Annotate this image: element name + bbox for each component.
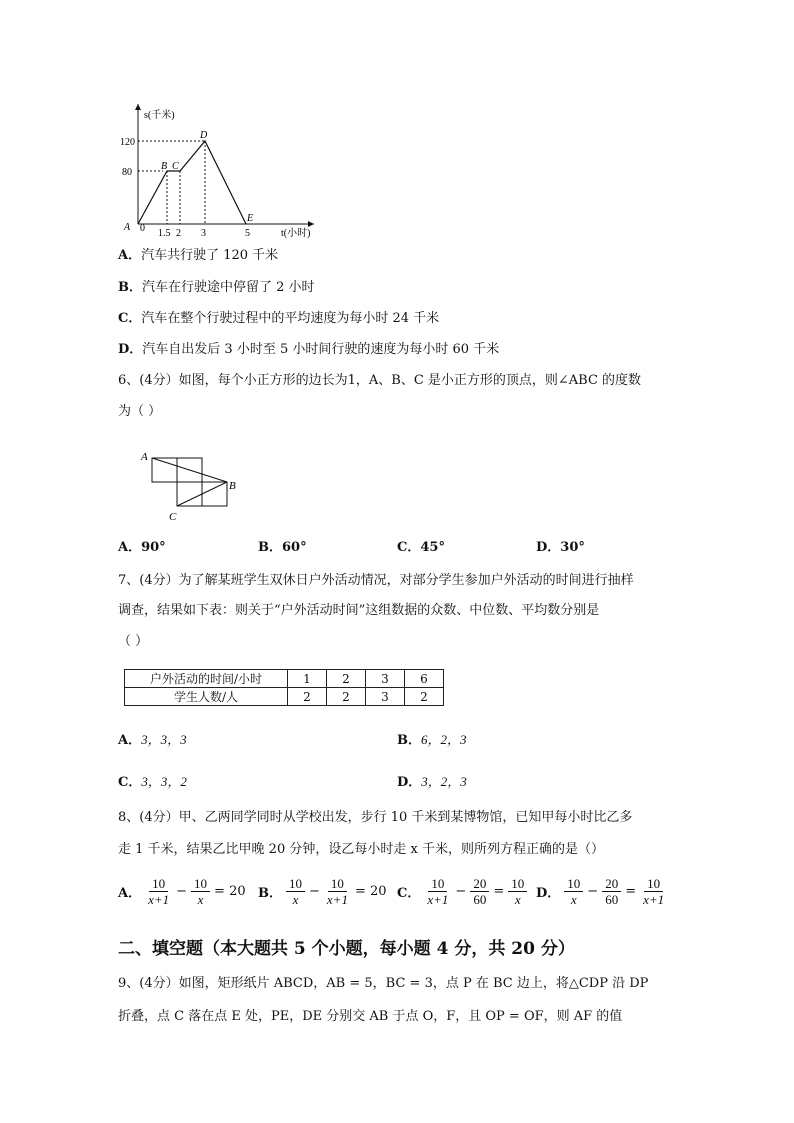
q9-stem-line1: 9、(4分）如图，矩形纸片 ABCD，AB = 5，BC = 3，点 P 在 BC 边上，将△CDP 沿 DP xyxy=(118,976,649,991)
x-tick-1-5: 1.5 xyxy=(158,228,171,239)
table-cell: 2 xyxy=(405,688,444,706)
x-tick-3: 3 xyxy=(201,228,206,239)
q7-stem-line3: （ ） xyxy=(118,634,149,649)
q8-stem-line1: 8、(4分）甲、乙两同学同时从学校出发，步行 10 千米到某博物馆，已知甲每小时比乙多 xyxy=(118,810,633,825)
denominator: x+1 xyxy=(427,892,449,907)
q5-option-a xyxy=(118,246,278,266)
option-text: 3，3，2 xyxy=(141,774,187,789)
label-c: C xyxy=(169,511,177,523)
numerator: 10 xyxy=(428,876,447,892)
option-letter: B． xyxy=(258,886,282,901)
distance-line xyxy=(138,141,246,224)
fraction xyxy=(324,876,351,907)
fraction xyxy=(602,876,621,907)
numerator: 10 xyxy=(191,876,210,892)
rhs: = 20 xyxy=(214,884,246,899)
operator: − xyxy=(309,884,320,899)
table-cell: 2 xyxy=(327,670,366,688)
fraction xyxy=(564,876,583,907)
rhs: = 20 xyxy=(354,884,387,899)
q5-option-c xyxy=(118,309,439,329)
option-text: 6，2，3 xyxy=(421,732,467,747)
option-letter: D． xyxy=(397,775,422,790)
q8-option-d xyxy=(536,876,667,907)
rhs: = xyxy=(625,884,637,899)
operator: − xyxy=(176,884,188,899)
point-d: D xyxy=(200,130,208,141)
q7-option-d xyxy=(397,772,467,793)
y-axis-label: s(千米) xyxy=(144,110,175,121)
numerator: 10 xyxy=(508,876,527,892)
x-axis-label: t(小时) xyxy=(281,228,311,239)
fraction xyxy=(424,876,451,907)
table-cell: 2 xyxy=(327,688,366,706)
table-row xyxy=(125,670,444,688)
x-tick-2: 2 xyxy=(176,228,181,239)
option-letter: A． xyxy=(118,733,142,748)
option-letter: A． xyxy=(118,248,142,263)
fraction xyxy=(286,876,305,907)
table-row xyxy=(125,688,444,706)
table-header-cell: 户外活动的时间/小时 xyxy=(125,670,288,688)
numerator: 20 xyxy=(470,876,489,892)
numerator: 10 xyxy=(286,876,305,892)
option-letter: D． xyxy=(536,540,561,555)
rhs: = xyxy=(493,884,505,899)
option-letter: C． xyxy=(118,775,142,790)
distance-time-graph xyxy=(118,98,328,243)
option-letter: B． xyxy=(258,540,282,555)
grid-figure xyxy=(138,448,248,528)
q7-option-a xyxy=(118,730,187,751)
denominator: x xyxy=(197,892,204,907)
option-text: 30° xyxy=(560,540,585,555)
segment-ab xyxy=(152,458,227,482)
denominator: x xyxy=(570,892,577,907)
q6-stem-line2: 为（ ） xyxy=(118,404,162,419)
option-text: 汽车在行驶途中停留了 2 小时 xyxy=(142,280,315,295)
q7-option-c xyxy=(118,772,187,793)
q8-option-a xyxy=(118,876,246,907)
option-letter: B． xyxy=(397,733,421,748)
fraction xyxy=(508,876,527,907)
denominator: x+1 xyxy=(148,892,170,907)
point-a: A xyxy=(124,222,131,233)
option-letter: B． xyxy=(118,280,142,295)
table-cell: 3 xyxy=(366,670,405,688)
option-letter: C． xyxy=(397,886,421,901)
numerator: 10 xyxy=(328,876,347,892)
operator: − xyxy=(587,884,599,899)
q8-stem-line2: 走 1 千米，结果乙比甲晚 20 分钟，设乙每小时走 x 千米，则所列方程正确的是（） xyxy=(118,842,604,857)
table-cell: 2 xyxy=(288,688,327,706)
q6-option-a xyxy=(118,538,166,558)
option-text: 3，2，3 xyxy=(421,774,467,789)
label-a: A xyxy=(141,451,148,463)
denominator: 60 xyxy=(473,892,487,907)
q6-option-d xyxy=(536,538,585,558)
table-cell: 6 xyxy=(405,670,444,688)
operator: − xyxy=(455,884,467,899)
q6-option-b xyxy=(258,538,307,558)
section-heading: 二、填空题（本大题共 5 个小题，每小题 4 分，共 20 分） xyxy=(118,939,575,959)
option-letter: C． xyxy=(397,540,421,555)
q8-option-b xyxy=(258,876,387,907)
fraction xyxy=(191,876,210,907)
q5-option-b xyxy=(118,278,315,298)
option-text: 60° xyxy=(282,540,307,555)
denominator: x+1 xyxy=(643,892,665,907)
option-letter: D． xyxy=(118,342,143,357)
denominator: x xyxy=(292,892,299,907)
numerator: 10 xyxy=(564,876,583,892)
denominator: x+1 xyxy=(326,892,348,907)
option-letter: D． xyxy=(536,886,561,901)
option-text: 90° xyxy=(141,540,166,555)
point-e: E xyxy=(247,213,254,224)
origin-label: 0 xyxy=(140,223,145,234)
denominator: 60 xyxy=(605,892,619,907)
point-b: B xyxy=(161,161,168,172)
option-text: 汽车在整个行驶过程中的平均速度为每小时 24 千米 xyxy=(141,311,440,326)
option-text: 汽车共行驶了 120 千米 xyxy=(141,248,279,263)
grid-square xyxy=(177,482,202,506)
q7-stem-line2: 调查，结果如下表：则关于“户外活动时间”这组数据的众数、中位数、平均数分别是 xyxy=(118,603,600,618)
option-letter: A． xyxy=(118,886,142,901)
grid-square xyxy=(202,482,227,506)
option-text: 3，3，3 xyxy=(141,732,187,747)
q9-stem-line2: 折叠，点 C 落在点 E 处，PE，DE 分别交 AB 于点 O，F，且 OP = OF，则 AF 的值 xyxy=(118,1009,623,1024)
table-cell: 3 xyxy=(366,688,405,706)
y-tick-80: 80 xyxy=(122,167,132,178)
q7-option-b xyxy=(397,730,467,751)
fraction xyxy=(470,876,489,907)
fraction xyxy=(145,876,172,907)
q8-option-c xyxy=(397,876,527,907)
option-letter: C． xyxy=(118,311,142,326)
q5-option-d xyxy=(118,340,499,360)
denominator: x xyxy=(514,892,521,907)
label-b: B xyxy=(229,480,236,492)
table-cell: 1 xyxy=(288,670,327,688)
y-tick-120: 120 xyxy=(120,137,135,148)
table-header-cell: 学生人数/人 xyxy=(125,688,288,706)
numerator: 20 xyxy=(602,876,621,892)
option-text: 45° xyxy=(420,540,445,555)
numerator: 10 xyxy=(149,876,168,892)
x-tick-5: 5 xyxy=(245,228,250,239)
numerator: 10 xyxy=(644,876,663,892)
fraction xyxy=(640,876,667,907)
q7-stem-line1: 7、(4分）为了解某班学生双休日户外活动情况，对部分学生参加户外活动的时间进行抽样 xyxy=(118,573,634,588)
option-text: 汽车自出发后 3 小时至 5 小时间行驶的速度为每小时 60 千米 xyxy=(142,342,500,357)
activity-table xyxy=(124,669,444,706)
q6-option-c xyxy=(397,538,445,558)
point-c: C xyxy=(172,161,179,172)
option-letter: A． xyxy=(118,540,142,555)
q6-stem-line1: 6、(4分）如图，每个小正方形的边长为1，A、B、C 是小正方形的顶点，则∠ABC 的度数 xyxy=(118,373,642,388)
